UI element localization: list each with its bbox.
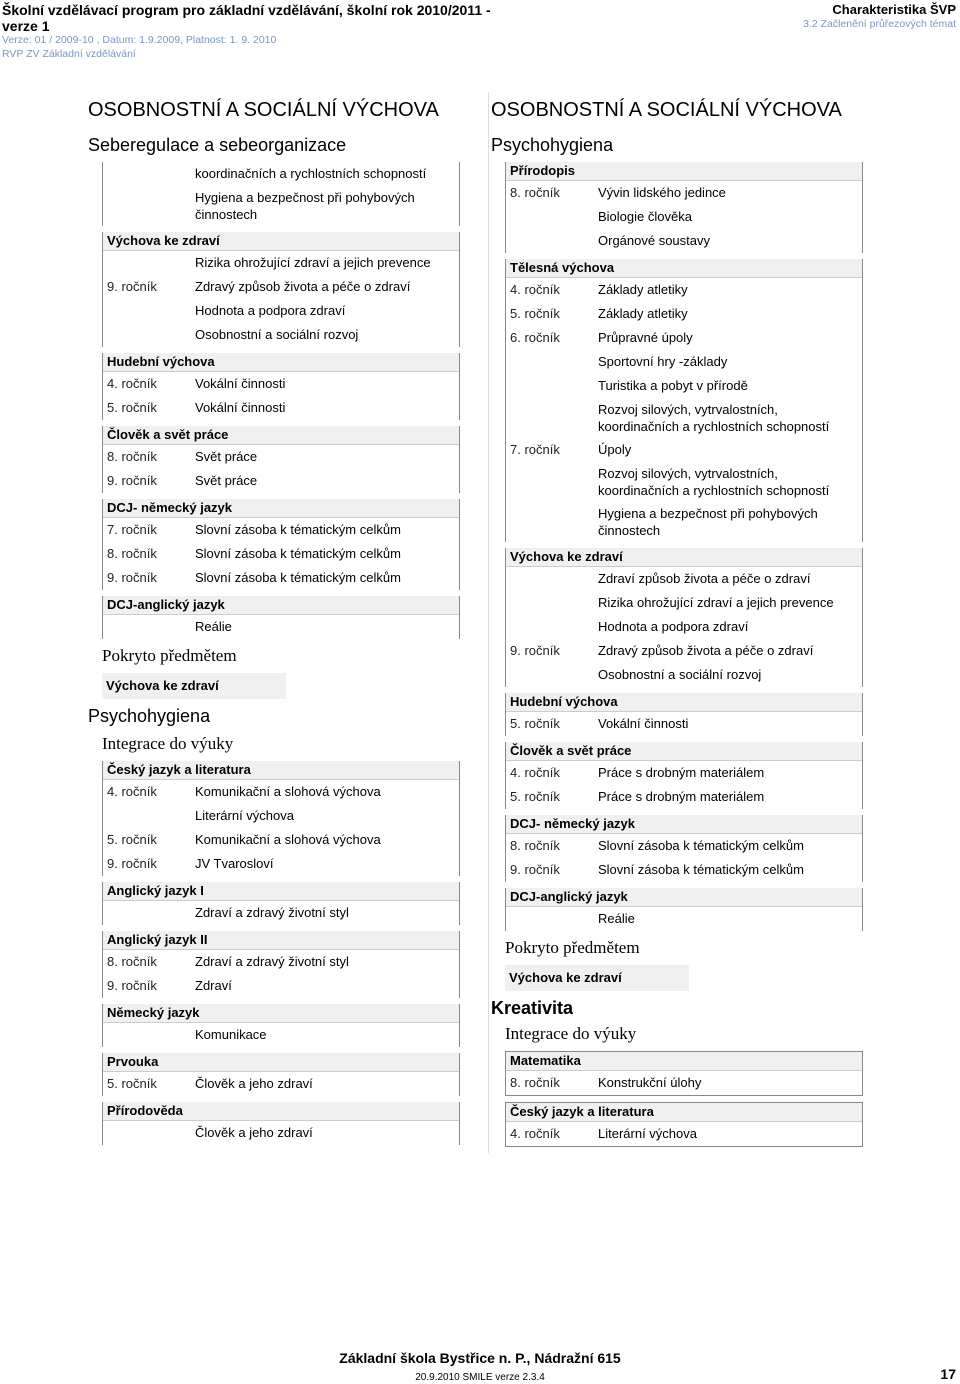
topic-row [506, 181, 862, 205]
subject-title: Přírodověda [103, 1102, 459, 1121]
topic-label: Svět práce [195, 449, 258, 464]
grade-label [510, 208, 598, 226]
grade-label: 9. ročník [107, 856, 157, 871]
topic-row [103, 275, 459, 299]
grade-label: 6. ročník [510, 330, 560, 345]
subtheme-heading: Psychohygiena [491, 135, 614, 155]
left-column [88, 92, 480, 1151]
subject-box [102, 499, 460, 590]
grade-label: 9. ročník [107, 473, 157, 488]
subject-title: Tělesná výchova [506, 259, 862, 278]
topic-label: Zdraví [195, 978, 232, 993]
topic-row [103, 323, 459, 347]
grade-label [107, 1026, 195, 1044]
topic-row [103, 469, 459, 493]
grade-label [510, 910, 598, 928]
topic-label: Vokální činnosti [598, 716, 689, 731]
subject-title: Matematika [506, 1052, 862, 1071]
topic-row [506, 438, 862, 462]
grade-label: 5. ročník [107, 1076, 157, 1091]
grade-label [107, 904, 195, 922]
grade-label: 5. ročník [107, 400, 157, 415]
grade-label: 7. ročník [510, 442, 560, 457]
subject-box [102, 426, 460, 493]
topic-label: Zdraví způsob života a péče o zdraví [598, 571, 811, 586]
subject-box [102, 232, 460, 347]
topic-label: Zdraví a zdravý životní styl [195, 905, 349, 920]
topic-label: koordinačních a rychlostních schopností [195, 166, 427, 181]
topic-row [506, 907, 862, 931]
topic-label: Člověk a jeho zdraví [195, 1076, 313, 1091]
subject-box [505, 162, 863, 253]
topic-label: Komunikační a slohová výchova [195, 784, 381, 799]
grade-label [107, 807, 195, 825]
topic-row [506, 278, 862, 302]
topic-label: Vokální činnosti [195, 400, 286, 415]
topic-row [506, 1071, 862, 1095]
grade-label [107, 326, 195, 344]
grade-label [510, 666, 598, 684]
topic-row [103, 162, 459, 186]
subject-box [505, 1051, 863, 1096]
topic-label: Vývin lidského jedince [598, 185, 726, 200]
topic-row [506, 462, 862, 502]
topic-label: Slovní zásoba k tématickým celkům [598, 838, 804, 853]
grade-label: 7. ročník [107, 522, 157, 537]
topic-row [103, 1023, 459, 1047]
grade-label [107, 165, 195, 183]
subject-box [102, 1053, 460, 1096]
grade-label: 5. ročník [510, 306, 560, 321]
topic-row [506, 591, 862, 615]
subject-title: Hudební výchova [506, 693, 862, 712]
grade-label: 9. ročník [107, 279, 157, 294]
subtheme-heading: Seberegulace a sebeorganizace [88, 135, 347, 155]
version-info: Verze: 01 / 2009-10 , Datum: 1.9.2009, Platnost: 1. 9. 2010 [2, 34, 277, 46]
subtheme-heading: Psychohygiena [88, 706, 211, 726]
topic-label: Literární výchova [195, 808, 294, 823]
covered-subject: Výchova ke zdraví [505, 965, 689, 991]
topic-label: Literární výchova [598, 1126, 697, 1141]
topic-label: Slovní zásoba k tématickým celkům [598, 862, 804, 877]
subject-title: Výchova ke zdraví [103, 232, 459, 251]
grade-label: 8. ročník [107, 954, 157, 969]
grade-label: 9. ročník [510, 643, 560, 658]
grade-label [510, 232, 598, 250]
subject-title: Člověk a svět práce [103, 426, 459, 445]
grade-label [107, 618, 195, 636]
topic-label: Rizika ohrožující zdraví a jejich prevence [195, 255, 431, 270]
subtheme-heading: Kreativita [491, 998, 574, 1018]
grade-label: 4. ročník [107, 784, 157, 799]
subject-title: Hudební výchova [103, 353, 459, 372]
topic-row [506, 567, 862, 591]
topic-row [103, 852, 459, 876]
subject-title: DCJ- německý jazyk [506, 815, 862, 834]
topic-label: Turistika a pobyt v přírodě [598, 378, 748, 393]
integration-label: Integrace do výuky [505, 1024, 637, 1043]
topic-label: Základy atletiky [598, 306, 688, 321]
subject-title: Přírodopis [506, 162, 862, 181]
subject-title: Anglický jazyk I [103, 882, 459, 901]
topic-row [506, 639, 862, 663]
topic-label: Rizika ohrožující zdraví a jejich prevence [598, 595, 834, 610]
grade-label: 9. ročník [510, 862, 560, 877]
subject-box [505, 888, 863, 931]
topic-row [103, 566, 459, 590]
grade-label: 5. ročník [107, 832, 157, 847]
covered-label: Pokryto předmětem [505, 938, 640, 957]
topic-label: Biologie člověka [598, 209, 692, 224]
topic-row [506, 350, 862, 374]
grade-label: 8. ročník [510, 1075, 560, 1090]
section-info [803, 2, 956, 30]
topic-row [506, 785, 862, 809]
grade-label [107, 254, 195, 272]
grade-label [510, 377, 598, 395]
subject-box [102, 162, 460, 226]
topic-label: Orgánové soustavy [598, 233, 711, 248]
grade-label: 9. ročník [107, 978, 157, 993]
subject-title: DCJ-anglický jazyk [506, 888, 862, 907]
subject-box [505, 742, 863, 809]
topic-row [506, 1122, 862, 1146]
grade-label [107, 302, 195, 320]
grade-label: 8. ročník [107, 449, 157, 464]
topic-label: Hodnota a podpora zdraví [195, 303, 346, 318]
topic-label: Vokální činnosti [195, 376, 286, 391]
topic-label: Člověk a jeho zdraví [195, 1125, 313, 1140]
grade-label: 4. ročník [510, 765, 560, 780]
topic-label: Osobnostní a sociální rozvoj [598, 667, 762, 682]
grade-label: 9. ročník [107, 570, 157, 585]
topic-label: Práce s drobným materiálem [598, 765, 765, 780]
topic-row [506, 615, 862, 639]
topic-label: Hodnota a podpora zdraví [598, 619, 749, 634]
topic-row [506, 398, 862, 438]
subject-title: DCJ-anglický jazyk [103, 596, 459, 615]
covered-subject: Výchova ke zdraví [102, 673, 286, 699]
topic-label: Hygiena a bezpečnost při pohybových činnostech [195, 190, 415, 222]
topic-row [506, 502, 862, 542]
topic-row [103, 518, 459, 542]
grade-label: 8. ročník [510, 838, 560, 853]
subject-box [505, 1102, 863, 1147]
grade-label [107, 189, 195, 223]
topic-row [103, 396, 459, 420]
topic-row [103, 1072, 459, 1096]
topic-row [103, 901, 459, 925]
topic-label: Svět práce [195, 473, 258, 488]
topic-row [506, 229, 862, 253]
grade-label: 5. ročník [510, 789, 560, 804]
topic-row [103, 1121, 459, 1145]
topic-row [103, 780, 459, 804]
footer-school: Základní škola Bystřice n. P., Nádražní 615 [339, 1350, 621, 1366]
grade-label [510, 401, 598, 435]
grade-label: 8. ročník [510, 185, 560, 200]
footer-date: 20.9.2010 SMILE verze 2.3.4 [415, 1372, 545, 1383]
topic-row [103, 974, 459, 998]
topic-label: Konstrukční úlohy [598, 1075, 702, 1090]
topic-label: Sportovní hry -základy [598, 354, 728, 369]
topic-label: Reálie [195, 619, 232, 634]
grade-label: 4. ročník [510, 1126, 560, 1141]
topic-label: Průpravné úpoly [598, 330, 693, 345]
topic-row [506, 205, 862, 229]
topic-label: Práce s drobným materiálem [598, 789, 765, 804]
topic-row [506, 858, 862, 882]
subject-box [505, 259, 863, 542]
subject-box [505, 548, 863, 687]
right-column [488, 92, 877, 1153]
subject-title: Český jazyk a literatura [506, 1103, 862, 1122]
subject-box [102, 1004, 460, 1047]
grade-label [510, 353, 598, 371]
subject-box [102, 931, 460, 998]
topic-row [506, 374, 862, 398]
subject-box [505, 693, 863, 736]
topic-label: Zdravý způsob života a péče o zdraví [195, 279, 411, 294]
topic-row [506, 302, 862, 326]
topic-row [103, 372, 459, 396]
subject-box [102, 353, 460, 420]
integration-label: Integrace do výuky [102, 734, 234, 753]
topic-row [103, 186, 459, 226]
topic-row [103, 445, 459, 469]
topic-label: Zdraví a zdravý životní styl [195, 954, 349, 969]
topic-row [506, 326, 862, 350]
subject-box [102, 882, 460, 925]
topic-label: JV Tvarosloví [195, 856, 274, 871]
section-title: Charakteristika ŠVP [832, 2, 956, 17]
subject-title: Výchova ke zdraví [506, 548, 862, 567]
topic-row [506, 761, 862, 785]
topic-label: Slovní zásoba k tématickým celkům [195, 522, 401, 537]
topic-label: Základy atletiky [598, 282, 688, 297]
subject-box [505, 815, 863, 882]
document-title: Školní vzdělávací program pro základní vzdělávání, školní rok 2010/2011 - verze 1 [2, 2, 491, 34]
section-subtitle: 3.2 Začlenění průřezových témat [803, 18, 956, 30]
page-number: 17 [940, 1366, 956, 1382]
grade-label [107, 1124, 195, 1142]
topic-label: Slovní zásoba k tématickým celkům [195, 546, 401, 561]
topic-label: Reálie [598, 911, 635, 926]
topic-label: Rozvoj silových, vytrvalostních, koordinačních a rychlostních schopností [598, 402, 830, 434]
grade-label [510, 618, 598, 636]
subject-box [102, 761, 460, 876]
subject-title: Anglický jazyk II [103, 931, 459, 950]
subject-title: DCJ- německý jazyk [103, 499, 459, 518]
topic-row [506, 663, 862, 687]
grade-label [510, 465, 598, 499]
grade-label [510, 570, 598, 588]
grade-label [510, 594, 598, 612]
topic-label: Zdravý způsob života a péče o zdraví [598, 643, 814, 658]
topic-row [103, 542, 459, 566]
grade-label [510, 505, 598, 539]
topic-row [506, 834, 862, 858]
rvp-info: RVP ZV Základní vzdělávání [2, 48, 136, 60]
topic-row [103, 828, 459, 852]
topic-row [103, 251, 459, 275]
grade-label: 5. ročník [510, 716, 560, 731]
grade-label: 8. ročník [107, 546, 157, 561]
theme-heading: OSOBNOSTNÍ A SOCIÁLNÍ VÝCHOVA [88, 99, 439, 121]
subject-title: Český jazyk a literatura [103, 761, 459, 780]
subject-title: Prvouka [103, 1053, 459, 1072]
subject-title: Člověk a svět práce [506, 742, 862, 761]
topic-row [103, 299, 459, 323]
topic-row [103, 615, 459, 639]
subject-box [102, 1102, 460, 1145]
topic-row [103, 804, 459, 828]
subject-box [102, 596, 460, 639]
topic-label: Komunikace [195, 1027, 267, 1042]
topic-label: Rozvoj silových, vytrvalostních, koordinačních a rychlostních schopností [598, 466, 830, 498]
page-header [0, 0, 960, 60]
topic-label: Komunikační a slohová výchova [195, 832, 381, 847]
topic-label: Hygiena a bezpečnost při pohybových činnostech [598, 506, 818, 538]
subject-title: Německý jazyk [103, 1004, 459, 1023]
grade-label: 4. ročník [107, 376, 157, 391]
covered-label: Pokryto předmětem [102, 646, 237, 665]
grade-label: 4. ročník [510, 282, 560, 297]
topic-label: Osobnostní a sociální rozvoj [195, 327, 359, 342]
topic-label: Slovní zásoba k tématickým celkům [195, 570, 401, 585]
topic-row [506, 712, 862, 736]
theme-heading: OSOBNOSTNÍ A SOCIÁLNÍ VÝCHOVA [491, 99, 842, 121]
topic-label: Úpoly [598, 442, 632, 457]
topic-row [103, 950, 459, 974]
